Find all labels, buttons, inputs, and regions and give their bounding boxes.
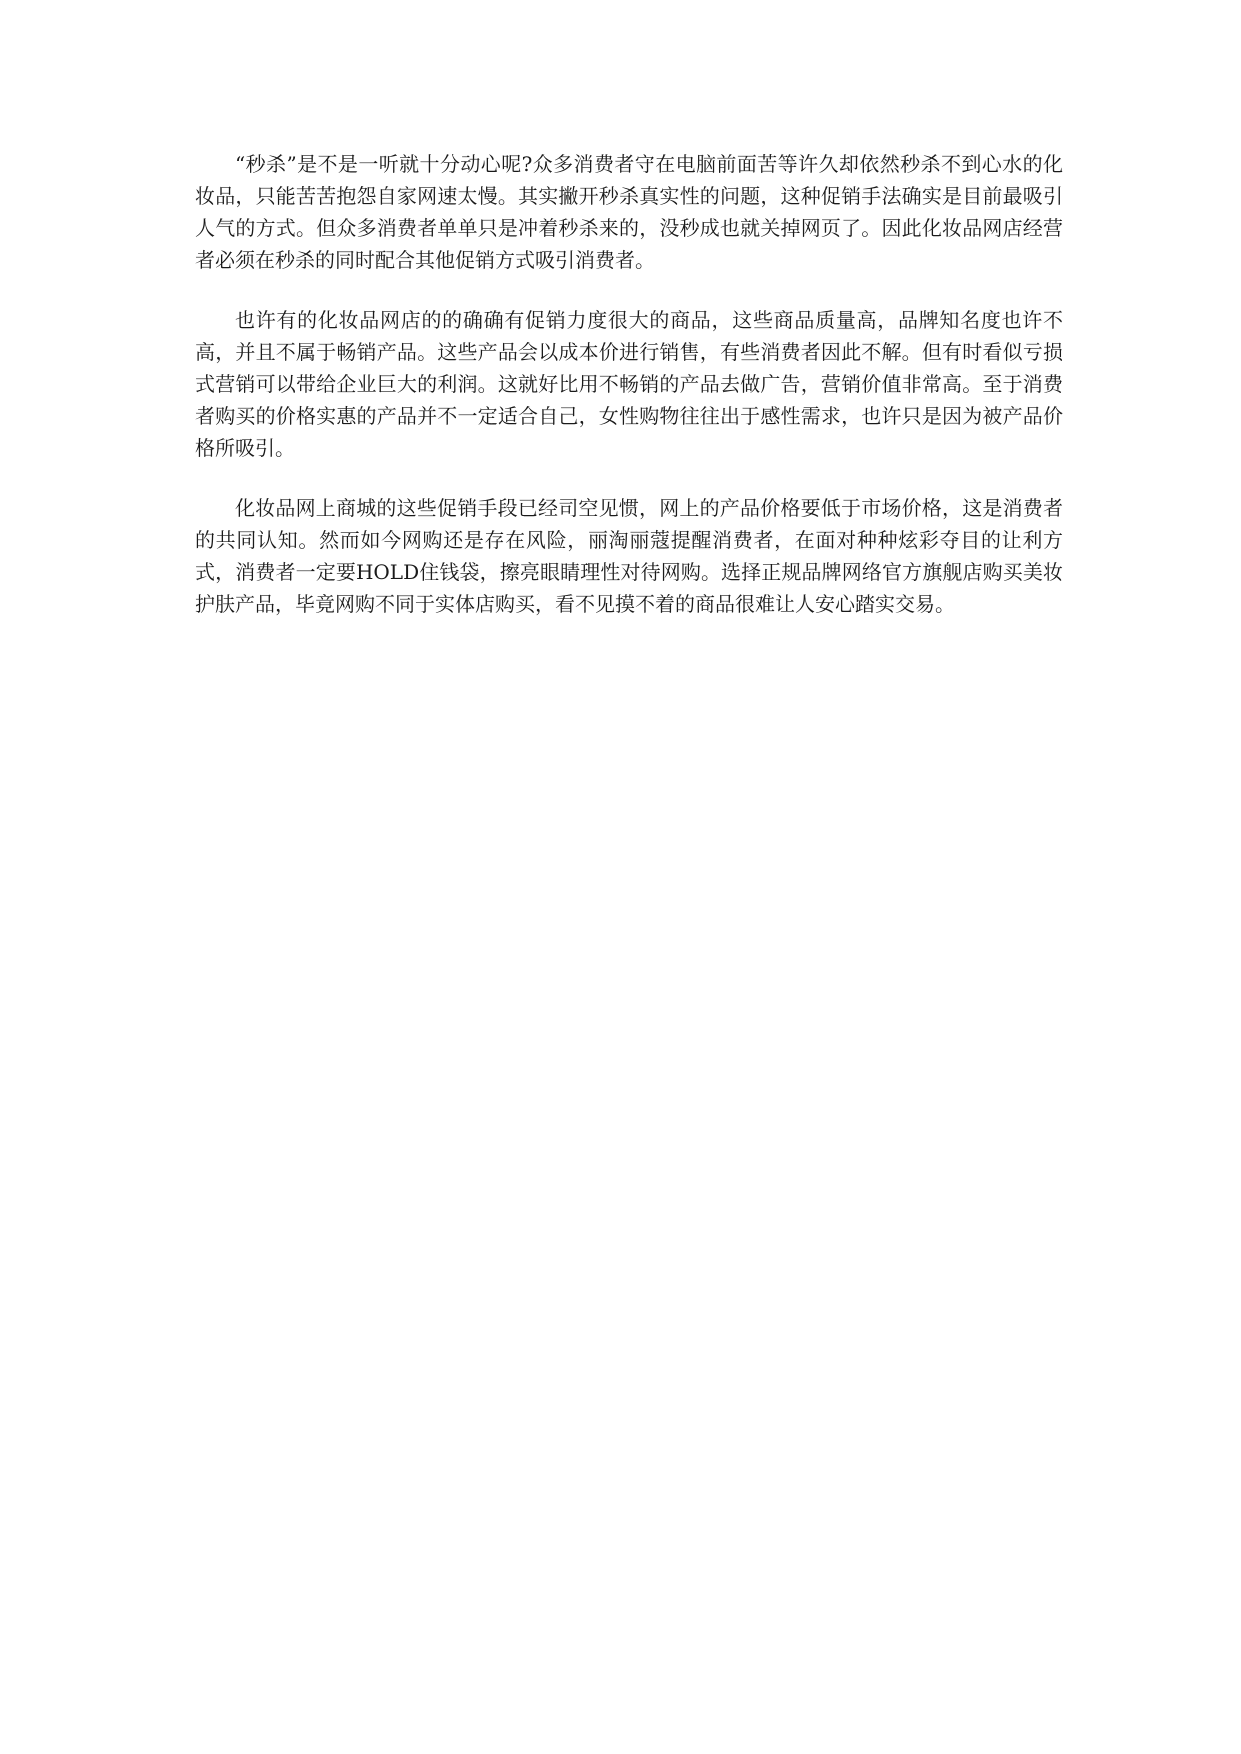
paragraph-3: 化妆品网上商城的这些促销手段已经司空见惯，网上的产品价格要低于市场价格，这是消费者的共同认知。然而如今网购还是存在风险，丽淘丽蔻提醒消费者，在面对种种炫彩夺目的让利方式，消费者一定要HOLD住钱袋，擦亮眼睛理性对待网购。选择正规品牌网络官方旗舰店购买美妆护肤产品，毕竟网购不同于实体店购买，看不见摸不着的商品很难让人安心踏实交易。 (195, 496, 1063, 616)
document-body (195, 148, 1063, 648)
paragraph-2: 也许有的化妆品网店的的确确有促销力度很大的商品，这些商品质量高，品牌知名度也许不高，并且不属于畅销产品。这些产品会以成本价进行销售，有些消费者因此不解。但有时看似亏损式营销可以带给企业巨大的利润。这就好比用不畅销的产品去做广告，营销价值非常高。至于消费者购买的价格实惠的产品并不一定适合自己，女性购物往往出于感性需求，也许只是因为被产品价格所吸引。 (195, 308, 1063, 460)
paragraph-1: “秒杀”是不是一听就十分动心呢?众多消费者守在电脑前面苦等许久却依然秒杀不到心水的化妆品，只能苦苦抱怨自家网速太慢。其实撇开秒杀真实性的问题，这种促销手法确实是目前最吸引人气的方式。但众多消费者单单只是冲着秒杀来的，没秒成也就关掉网页了。因此化妆品网店经营者必须在秒杀的同时配合其他促销方式吸引消费者。 (195, 152, 1063, 272)
